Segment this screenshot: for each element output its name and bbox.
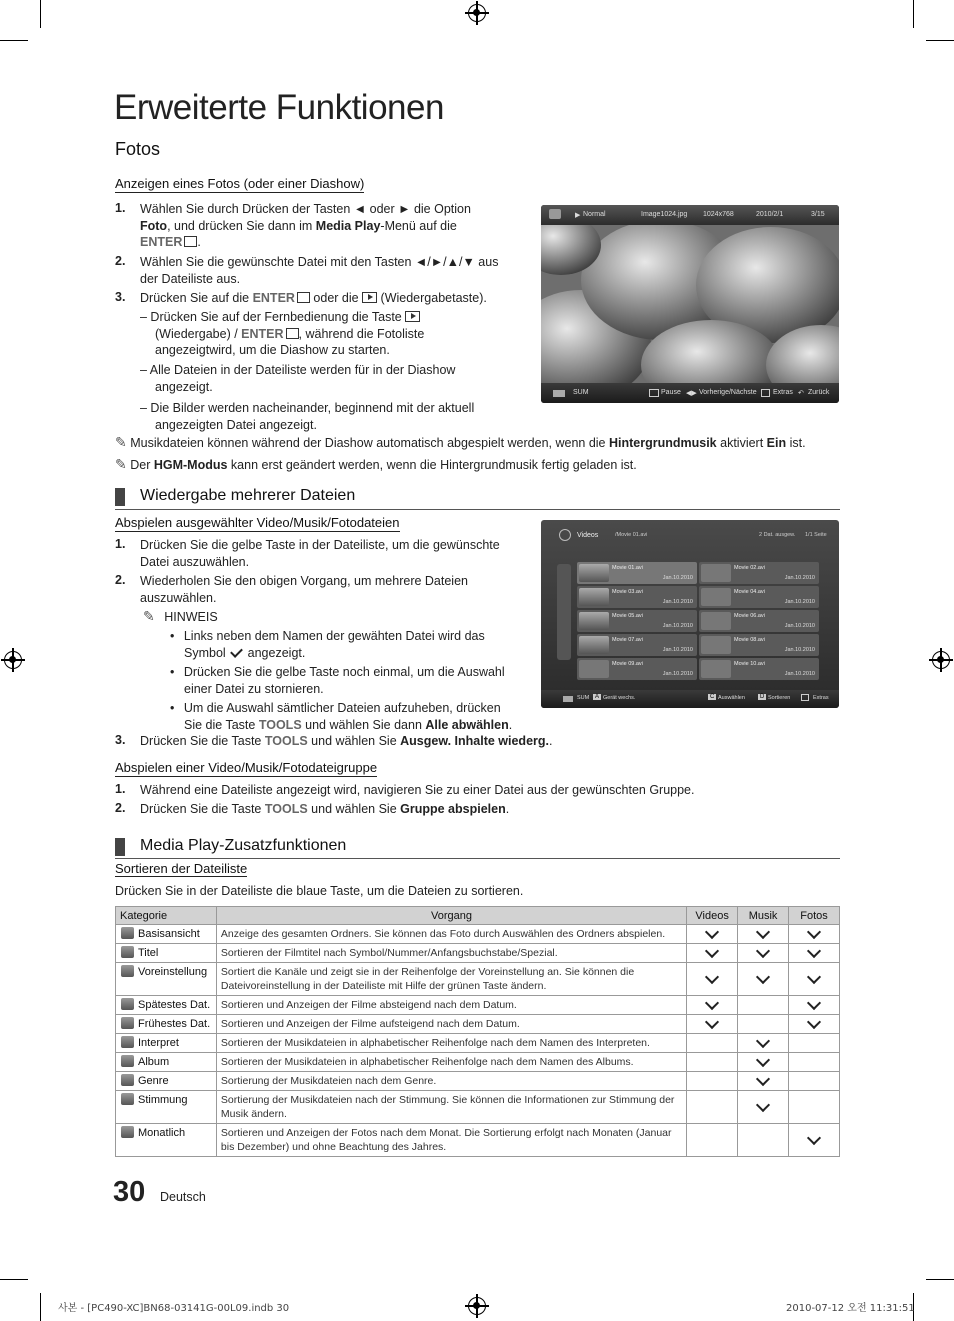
category-icon <box>121 1093 134 1105</box>
table-header-row <box>116 907 840 925</box>
enter-key-icon <box>286 328 299 339</box>
category-cell <box>116 996 217 1015</box>
photo-step-3: Drücken Sie auf die ENTER oder die (Wiedergabetaste). <box>140 291 487 305</box>
checkmark-icon <box>230 645 243 658</box>
usb-device-icon <box>563 696 573 702</box>
description-cell: Sortieren und Anzeigen der Fotos nach dem Monat. Die Sortierung erfolgt nach Monaten (Januar bis Dezember) und ohne Beachtung des Jahres. <box>216 1124 686 1157</box>
support-cell <box>687 944 738 963</box>
video-item-name: Movie 10.avi <box>734 661 765 667</box>
hinweis-bullet-1: • Links neben dem Namen der gewähten Datei wird das Symbol angezeigt. <box>170 629 485 660</box>
video-item-name: Movie 03.avi <box>612 589 643 595</box>
support-cell <box>789 1091 840 1124</box>
support-cell <box>687 963 738 996</box>
video-item[interactable] <box>577 586 697 608</box>
note-2: ✎ Der HGM-Modus kann erst geändert werden, wenn die Hintergrundmusik fertig geladen ist. <box>115 456 637 472</box>
video-item-name: Movie 09.avi <box>612 661 643 667</box>
yellow-button-c-icon: C <box>710 694 715 700</box>
tools-icon <box>801 694 809 701</box>
tools-icon <box>761 389 770 397</box>
return-icon: ↶ <box>798 390 804 397</box>
group-step-1: Während eine Dateiliste angezeigt wird, navigieren Sie zu einer Datei aus der gewünschten Gruppe. <box>140 783 695 797</box>
support-cell <box>687 925 738 944</box>
video-item[interactable] <box>699 586 819 608</box>
support-cell <box>789 1124 840 1157</box>
support-cell <box>687 1034 738 1053</box>
crop-mark <box>913 0 914 28</box>
video-thumbnail-icon <box>579 564 609 582</box>
support-cell <box>738 1124 789 1157</box>
video-item-name: Movie 08.avi <box>734 637 765 643</box>
page-number: 30 <box>113 1176 146 1208</box>
checkmark-icon <box>705 996 719 1010</box>
registration-mark-icon <box>4 651 22 669</box>
video-thumbnail-icon <box>579 588 609 606</box>
sort-table <box>115 906 840 1157</box>
step-number: 1. <box>115 201 126 215</box>
video-item-name: Movie 06.avi <box>734 613 765 619</box>
category-label: Album <box>138 1056 170 1068</box>
video-thumbnail-icon <box>701 564 731 582</box>
group-heading: Abspielen einer Video/Musik/Fotodateigruppe <box>115 760 378 775</box>
video-list-path: /Movie 01.avi <box>615 532 648 538</box>
description-cell: Sortieren der Filmtitel nach Symbol/Nummer/Anfangsbuchstabe/Spezial. <box>216 944 686 963</box>
video-item-name: Movie 07.avi <box>612 637 643 643</box>
description-cell: Sortieren und Anzeigen der Filme absteigend nach dem Datum. <box>216 996 686 1015</box>
category-icon <box>121 927 134 939</box>
support-cell <box>789 996 840 1015</box>
support-cell <box>738 1091 789 1124</box>
table-row <box>116 1034 840 1053</box>
description-cell: Sortierung der Musikdateien nach der Stimmung. Sie können die Informationen zur Stimmung der Musik ändern. <box>216 1091 686 1124</box>
usb-device-icon <box>553 390 565 397</box>
video-item-date: Jan.10.2010 <box>662 623 693 629</box>
video-item[interactable] <box>699 634 819 656</box>
footer-language: Deutsch <box>160 1190 206 1204</box>
video-item[interactable] <box>577 658 697 680</box>
video-list-bottombar: SUM A Gerät wechs. C Auswählen D Sortieren Extras <box>541 690 839 708</box>
support-cell <box>687 1015 738 1034</box>
category-label: Voreinstellung <box>138 966 208 978</box>
photo-viewer-topbar: ▶ Normal Image1024.jpg 1024x768 2010/2/1 3/15 <box>541 205 839 225</box>
video-item[interactable] <box>577 562 697 584</box>
photo-heading: Anzeigen eines Fotos (oder einer Diashow) <box>115 176 365 191</box>
blue-button-d-icon: D <box>760 694 765 700</box>
video-thumbnail-icon <box>701 612 731 630</box>
support-cell <box>687 1053 738 1072</box>
hinweis-label: ✎ HINWEIS <box>143 608 218 624</box>
category-label: Spätestes Dat. <box>138 999 211 1011</box>
column-header-videos: Videos <box>687 907 738 925</box>
category-cell <box>116 1053 217 1072</box>
left-right-arrows-icon: ◀▶ <box>686 390 697 397</box>
category-icon <box>121 1126 134 1138</box>
checkmark-icon <box>756 1098 770 1112</box>
support-cell <box>738 963 789 996</box>
video-thumbnail-icon <box>579 612 609 630</box>
registration-mark-icon <box>468 1297 486 1315</box>
video-item-date: Jan.10.2010 <box>784 623 815 629</box>
extra-intro: Drücken Sie in der Dateiliste die blaue Taste, um die Dateien zu sortieren. <box>115 884 524 898</box>
multi-step-2: Wiederholen Sie den obigen Vorgang, um mehrere Dateien auszuwählen. <box>140 574 468 605</box>
support-cell <box>738 996 789 1015</box>
hinweis-bullet-3: • Um die Auswahl sämtlicher Dateien aufzuheben, drücken Sie die Taste TOOLS und wählen Sie dann Alle abwählen. <box>170 701 513 732</box>
registration-mark-icon <box>468 4 486 22</box>
note-pencil-icon: ✎ <box>143 608 155 624</box>
hinweis-bullet-2: • Drücken Sie die gelbe Taste noch einmal, um die Auswahl einer Datei zu stornieren. <box>170 665 505 696</box>
note-pencil-icon: ✎ <box>115 434 127 450</box>
support-cell <box>738 925 789 944</box>
play-icon: ▶ <box>575 212 581 219</box>
category-label: Monatlich <box>138 1127 186 1139</box>
step-number: 3. <box>115 733 126 747</box>
category-cell <box>116 925 217 944</box>
category-icon <box>121 1055 134 1067</box>
enter-key-icon <box>184 236 197 247</box>
checkmark-icon <box>756 1034 770 1048</box>
support-cell <box>789 1072 840 1091</box>
checkmark-icon <box>756 925 770 939</box>
support-cell <box>687 996 738 1015</box>
checkmark-icon <box>705 925 719 939</box>
category-label: Titel <box>138 947 159 959</box>
divider <box>115 509 840 510</box>
support-cell <box>738 1072 789 1091</box>
page-title: Erweiterte Funktionen <box>114 88 444 127</box>
enter-key-icon <box>297 292 310 303</box>
category-cell <box>116 963 217 996</box>
video-thumbnail-icon <box>701 636 731 654</box>
video-list-title: Videos <box>577 532 599 539</box>
checkmark-icon <box>705 970 719 984</box>
play-key-icon <box>362 292 377 303</box>
photo-icon <box>549 209 561 219</box>
enter-key-icon <box>649 389 659 397</box>
table-row <box>116 1053 840 1072</box>
multi-subheading: Abspielen ausgewählter Video/Musik/Fotodateien <box>115 515 400 530</box>
table-row <box>116 1015 840 1034</box>
category-label: Genre <box>138 1075 169 1087</box>
crop-mark <box>0 1279 28 1280</box>
crop-mark <box>40 0 41 28</box>
note-1: ✎ Musikdateien können während der Diashow automatisch abgespielt werden, wenn die Hintergrundmusik aktiviert Ein ist. <box>115 434 806 450</box>
column-header-vorgang: Vorgang <box>216 907 686 925</box>
support-cell <box>738 1015 789 1034</box>
table-row <box>116 996 840 1015</box>
video-item[interactable] <box>577 610 697 632</box>
photo-substep-1: – Drücken Sie auf der Fernbedienung die Taste (Wiedergabe) / ENTER , während die Fotoliste angezeigtwird, um die Diashow zu starten. <box>140 310 425 357</box>
video-item-date: Jan.10.2010 <box>784 647 815 653</box>
note-pencil-icon: ✎ <box>115 456 127 472</box>
support-cell <box>738 1053 789 1072</box>
video-item-date: Jan.10.2010 <box>662 647 693 653</box>
support-cell <box>738 944 789 963</box>
checkmark-icon <box>705 1015 719 1029</box>
video-item-date: Jan.10.2010 <box>784 575 815 581</box>
video-item-name: Movie 04.avi <box>734 589 765 595</box>
checkmark-icon <box>756 970 770 984</box>
print-file-info: 사본 - [PC490-XC]BN68-03141G-00L09.indb 30 <box>58 1303 290 1314</box>
category-cell <box>116 1015 217 1034</box>
category-sidebar[interactable] <box>557 564 571 660</box>
heading-bar <box>115 488 125 506</box>
video-item[interactable] <box>577 634 697 656</box>
print-date-info: 2010-07-12 오전 11:31:51 <box>786 1303 915 1314</box>
extra-subheading: Sortieren der Dateiliste <box>115 861 248 876</box>
video-thumbnail-icon <box>579 636 609 654</box>
checkmark-icon <box>807 970 821 984</box>
category-cell <box>116 1124 217 1157</box>
checkmark-icon <box>807 1015 821 1029</box>
support-cell <box>789 944 840 963</box>
photo-substep-2: – Alle Dateien in der Dateiliste werden für in der Diashow angezeigt. <box>140 363 456 394</box>
video-thumbnail-icon <box>701 588 731 606</box>
video-item-date: Jan.10.2010 <box>784 599 815 605</box>
category-icon <box>121 965 134 977</box>
extra-heading: Media Play-Zusatzfunktionen <box>140 837 347 854</box>
column-header-kategorie: Kategorie <box>116 907 217 925</box>
support-cell <box>738 1034 789 1053</box>
video-item-date: Jan.10.2010 <box>662 599 693 605</box>
video-thumbnail-icon <box>579 660 609 678</box>
photo-viewer-screenshot <box>541 205 839 403</box>
video-item[interactable] <box>699 562 819 584</box>
support-cell <box>789 1034 840 1053</box>
category-icon <box>121 998 134 1010</box>
photo-viewer-bottombar: SUM Pause ◀▶ Vorherige/Nächste Extras ↶ Zurück <box>541 383 839 403</box>
crop-mark <box>40 1293 41 1321</box>
support-cell <box>789 925 840 944</box>
step-number: 1. <box>115 537 126 551</box>
video-list-selected: 2 Dat. ausgew. <box>759 532 796 538</box>
video-item[interactable] <box>699 658 819 680</box>
checkmark-icon <box>756 944 770 958</box>
step-number: 1. <box>115 782 126 796</box>
category-icon <box>121 946 134 958</box>
support-cell <box>789 1053 840 1072</box>
video-list-page: 1/1 Seite <box>805 532 827 538</box>
table-row <box>116 1072 840 1091</box>
category-label: Basisansicht <box>138 928 200 940</box>
support-cell <box>687 1124 738 1157</box>
multi-step-3: Drücken Sie die Taste TOOLS und wählen Sie Ausgew. Inhalte wiederg.. <box>140 734 553 748</box>
category-cell <box>116 1034 217 1053</box>
step-number: 3. <box>115 290 126 304</box>
description-cell: Sortieren der Musikdateien in alphabetischer Reihenfolge nach dem Namen des Albums. <box>216 1053 686 1072</box>
table-row <box>116 963 840 996</box>
category-icon <box>121 1036 134 1048</box>
crop-mark <box>0 40 28 41</box>
support-cell <box>789 1015 840 1034</box>
checkmark-icon <box>756 1072 770 1086</box>
film-reel-icon <box>559 529 571 541</box>
checkmark-icon <box>807 996 821 1010</box>
video-item-name: Movie 05.avi <box>612 613 643 619</box>
table-row <box>116 925 840 944</box>
column-header-fotos: Fotos <box>789 907 840 925</box>
divider <box>115 858 840 859</box>
category-cell <box>116 1091 217 1124</box>
description-cell: Sortierung der Musikdateien nach dem Genre. <box>216 1072 686 1091</box>
multi-step-1: Drücken Sie die gelbe Taste in der Dateiliste, um die gewünschte Datei auszuwählen. <box>140 538 500 569</box>
step-number: 2. <box>115 801 126 815</box>
video-list-screenshot <box>541 520 839 708</box>
group-step-2: Drücken Sie die Taste TOOLS und wählen Sie Gruppe abspielen. <box>140 802 510 816</box>
checkmark-icon <box>807 1131 821 1145</box>
checkmark-icon <box>807 925 821 939</box>
category-label: Frühestes Dat. <box>138 1018 211 1030</box>
video-thumbnail-icon <box>701 660 731 678</box>
section-title: Fotos <box>115 139 161 159</box>
photo-step-2: Wählen Sie die gewünschte Datei mit den Tasten ◄/►/▲/▼ aus der Dateiliste aus. <box>140 255 499 286</box>
description-cell: Sortieren und Anzeigen der Filme aufsteigend nach dem Datum. <box>216 1015 686 1034</box>
description-cell: Anzeige des gesamten Ordners. Sie können das Foto durch Auswählen des Ordners abspielen. <box>216 925 686 944</box>
column-header-musik: Musik <box>738 907 789 925</box>
video-item-name: Movie 01.avi <box>612 565 643 571</box>
multi-heading: Wiedergabe mehrerer Dateien <box>140 487 356 504</box>
video-item[interactable] <box>699 610 819 632</box>
yellow-button-a-icon: A <box>595 694 600 700</box>
category-cell <box>116 1072 217 1091</box>
step-number: 2. <box>115 573 126 587</box>
checkmark-icon <box>705 944 719 958</box>
support-cell <box>687 1072 738 1091</box>
category-label: Interpret <box>138 1037 179 1049</box>
video-item-date: Jan.10.2010 <box>662 575 693 581</box>
video-item-name: Movie 02.avi <box>734 565 765 571</box>
category-icon <box>121 1074 134 1086</box>
photo-step-1: Wählen Sie durch Drücken der Tasten ◄ oder ► die Option Foto, und drücken Sie dann im Media Play-Menü auf die ENTER . <box>140 202 471 249</box>
support-cell <box>789 963 840 996</box>
category-icon <box>121 1017 134 1029</box>
apple-photo <box>541 225 839 383</box>
description-cell: Sortiert die Kanäle und zeigt sie in der Reihenfolge der Voreinstellung an. Sie können die Dateivoreinstellung in der Dateiliste mit Hilfe der grünen Taste ändern. <box>216 963 686 996</box>
video-item-date: Jan.10.2010 <box>784 671 815 677</box>
checkmark-icon <box>756 1053 770 1067</box>
category-label: Stimmung <box>138 1094 188 1106</box>
support-cell <box>687 1091 738 1124</box>
table-row <box>116 1091 840 1124</box>
checkmark-icon <box>807 944 821 958</box>
registration-mark-icon <box>932 651 950 669</box>
crop-mark <box>926 40 954 41</box>
play-key-icon <box>405 311 420 322</box>
apple-photo-image <box>541 225 839 383</box>
table-row <box>116 944 840 963</box>
photo-substep-3: – Die Bilder werden nacheinander, beginnend mit der aktuell angezeigten Datei angezeigt. <box>140 401 475 432</box>
table-row <box>116 1124 840 1157</box>
category-cell <box>116 944 217 963</box>
crop-mark <box>926 1279 954 1280</box>
description-cell: Sortieren der Musikdateien in alphabetischer Reihenfolge nach dem Namen des Interpreten. <box>216 1034 686 1053</box>
video-item-date: Jan.10.2010 <box>662 671 693 677</box>
step-number: 2. <box>115 254 126 268</box>
heading-bar <box>115 838 125 856</box>
